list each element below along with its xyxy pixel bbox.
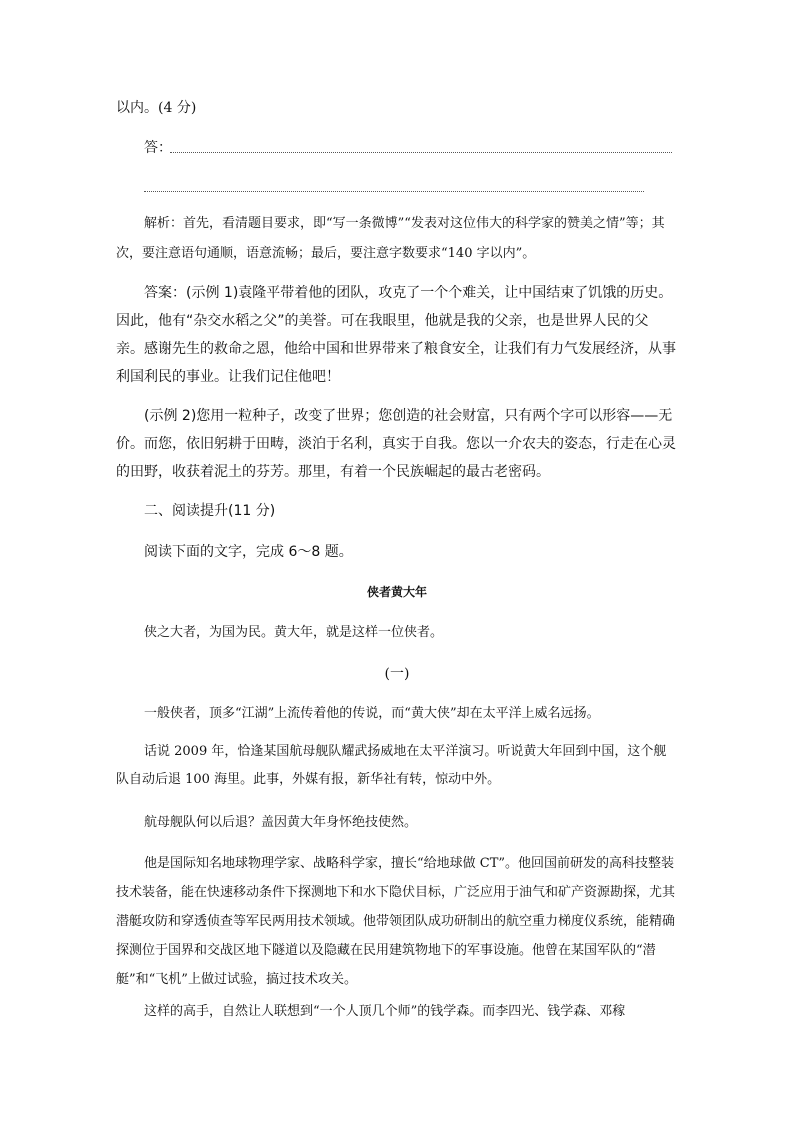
article-paragraph-3: 航母舰队何以后退？盖因黄大年身怀绝技使然。 <box>144 815 418 830</box>
question-tail: 以内。(4 分) <box>116 100 197 116</box>
answer-example-1: 答案：(示例 1)袁隆平带着他的团队，攻克了一个个难关，让中国结束了饥饿的历史。因此，他有“杂交水稻之父”的美誉。可在我眼里，他就是我的父亲，也是世界人民的父亲。感谢先生的救命之恩，他给中国和世界带来了粮食安全，让我们有力气发展经济，从事利国利民的事业。让我们记住他吧！ <box>116 285 676 385</box>
article-part-label: (一) <box>384 666 410 682</box>
article-title: 侠者黄大年 <box>366 585 427 599</box>
answer-example-2: (示例 2)您用一粒种子，改变了世界；您创造的社会财富，只有两个字可以形容——无价。而您，依旧躬耕于田畴，淡泊于名利，真实于自我。您以一介农夫的姿态，行走在心灵的田野，收获着泥土的芬芳。那里，有着一个民族崛起的最古老密码。 <box>116 408 676 480</box>
answer-line-1[interactable] <box>170 152 672 153</box>
analysis-text: 解析：首先，看清题目要求，即“写一条微博”“发表对这位伟大的科学家的赞美之情”等；其次，要注意语句通顺，语意流畅；最后，要注意字数要求“140 字以内”。 <box>116 216 665 261</box>
answer-line-2[interactable] <box>144 191 644 192</box>
answer-label: 答： <box>144 140 172 156</box>
article-intro: 侠之大者，为国为民。黄大年，就是这样一位侠者。 <box>144 625 444 640</box>
instruction-text: 阅读下面的文字，完成 6～8 题。 <box>144 544 353 560</box>
article-paragraph-1: 一般侠者，顶多“江湖”上流传着他的传说，而“黄大侠”却在太平洋上威名远扬。 <box>144 706 600 721</box>
article-paragraph-2: 话说 2009 年，恰逢某国航母舰队耀武扬威地在太平洋演习。听说黄大年回到中国，这个舰队自动后退 100 海里。此事，外媒有报，新华社有转，惊动中外。 <box>116 744 667 787</box>
section-heading: 二、阅读提升(11 分) <box>144 503 276 519</box>
article-paragraph-4: 他是国际知名地球物理学家、战略科学家，擅长“给地球做 CT”。他回国前研发的高科技整装技术装备，能在快速移动条件下探测地下和水下隐伏目标，广泛应用于油气和矿产资源勘探，尤其潜艇攻防和穿透侦查等军民两用技术领域。他带领团队成功研制出的航空重力梯度仪系统，能精确探测位于国界和交战区地下隧道以及隐藏在民用建筑物地下的军事设施。他曾在某国军队的“潜艇”和“飞机”上做过试验，搞过技术攻关。 <box>116 856 676 987</box>
article-paragraph-5: 这样的高手，自然让人联想到“一个人顶几个师”的钱学森。而李四光、钱学森、邓稼 <box>144 1004 626 1019</box>
